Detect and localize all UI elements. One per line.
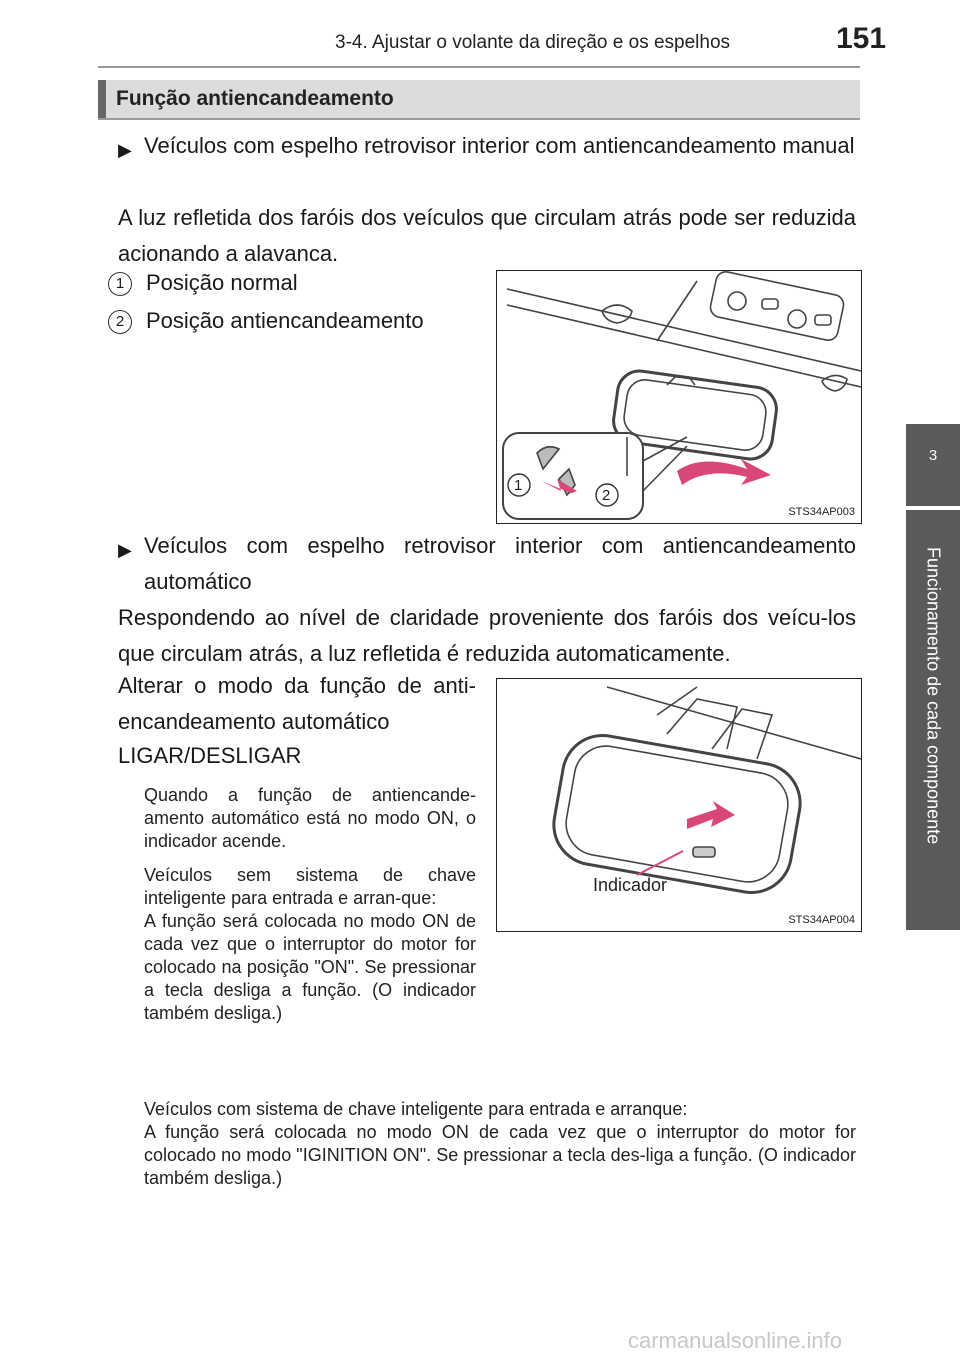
chapter-number-tab: 3 [906,424,960,506]
manual-paragraph: A luz refletida dos faróis dos veículos que circulam atrás pode ser reduzida acionando a alavanca. [118,205,856,266]
note-smart-key-title: Veículos com sistema de chave inteligente para entrada e arranque: [144,1099,688,1119]
note-indicator: Quando a função de antiencande-amento automático está no modo ON, o indicador acende. [144,785,476,851]
manual-mirror-illustration [497,271,861,523]
header-rule [98,66,860,68]
chapter-title-text: Funcionamento de cada componente [923,547,944,845]
item-antiglare [108,308,424,336]
running-header: 3-4. Ajustar o volante da direção e os espelhos [335,32,731,53]
section-rule [98,118,860,120]
item-normal [108,270,298,298]
note-no-smart-key-body: A função será colocada no modo ON de cada vez que o interruptor do motor for colocado na posição "ON". Se pressionar a tecla desliga a função. (O indicador também desliga.) [144,911,476,1023]
bullet-arrow-icon: ▶ [118,140,132,160]
figure-code: STS34AP003 [788,506,855,518]
page-number: 151 [836,22,887,55]
callout-1: 1 [514,477,523,494]
note-no-smart-key [144,864,476,1025]
number-2-icon: 2 [108,310,132,334]
item-antiglare-label: Posição antiencandeamento [146,308,424,333]
bullet-manual [118,128,856,164]
note-no-smart-key-title: Veículos sem sistema de chave inteligente para entrada e arran-que: [144,865,476,908]
manual-mirror-figure [496,270,862,524]
onoff-label: LIGAR/DESLIGAR [118,743,302,768]
automatic-paragraph: Respondendo ao nível de claridade proveniente dos faróis dos veícu-los que circulam atrás, a luz refletida é reduzida automaticamente. [118,605,856,666]
bullet-automatic [118,528,856,600]
item-normal-label: Posição normal [146,270,298,295]
watermark: carmanualsonline.info [628,1328,843,1353]
auto-mirror-figure [496,678,862,932]
change-mode-heading: Alterar o modo da função de anti-encandeamento automático [118,673,476,734]
auto-mirror-illustration [497,679,861,931]
bullet-automatic-text: Veículos com espelho retrovisor interior com antiencandeamento automático [144,533,856,594]
chapter-title-vertical [905,506,960,886]
section-title: Função antiencandeamento [116,87,394,110]
callout-2: 2 [602,487,611,504]
note-smart-key-body: A função será colocada no modo ON de cada vez que o interruptor do motor for colocado no modo "IGINITION ON". Se pressionar a tecla des-liga a função. (O indicador também desliga.) [144,1122,856,1188]
bullet-arrow-icon: ▶ [118,540,132,560]
number-1-icon: 1 [108,272,132,296]
indicator-label: Indicador [593,875,668,895]
section-heading-bar [98,80,860,118]
section-marker [98,80,106,118]
note-smart-key [144,1098,856,1190]
bullet-manual-text: Veículos com espelho retrovisor interior com antiencandeamento manual [144,133,855,158]
figure-code: STS34AP004 [788,914,855,926]
